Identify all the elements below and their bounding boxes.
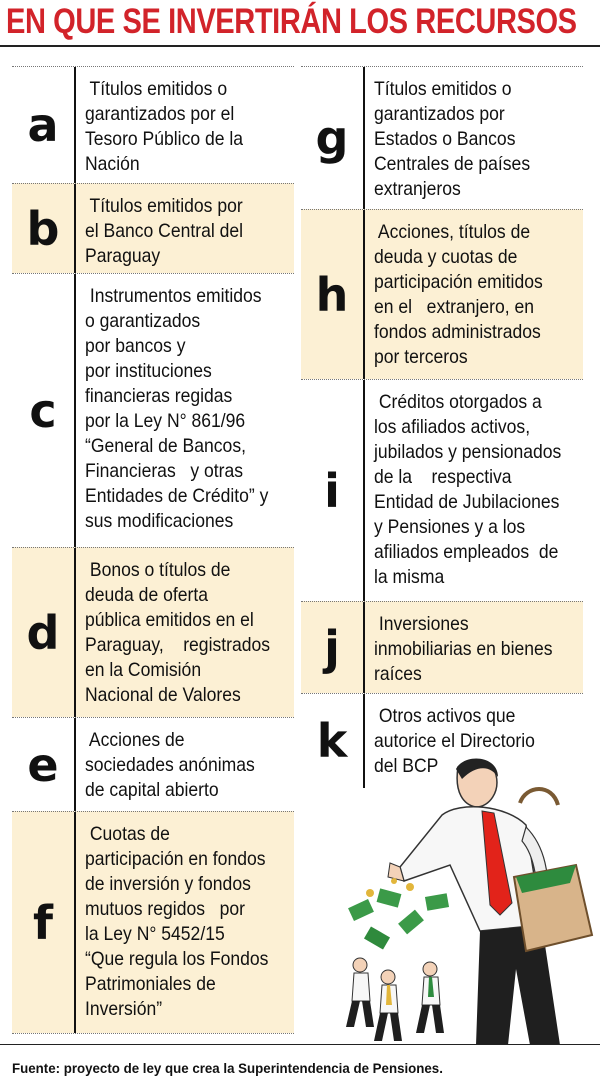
column-end-rule [12, 1033, 294, 1034]
item-text: Inversiones inmobiliarias en bienes raíces [374, 613, 553, 685]
item-divider [74, 184, 76, 273]
item-letter: d [26, 605, 60, 660]
item-divider [363, 380, 365, 601]
item-divider [74, 812, 76, 1033]
title-bar [0, 0, 600, 44]
item-divider [74, 274, 76, 547]
item-divider [363, 210, 365, 379]
item-divider [363, 602, 365, 693]
item-letter: b [26, 201, 60, 256]
list-item-g [301, 66, 583, 209]
item-text: Otros activos que autorice el Directorio del BCP [374, 705, 535, 777]
source-note: Fuente: proyecto de ley que crea la Superintendencia de Pensiones. [12, 1060, 443, 1076]
list-item-f [12, 811, 294, 1033]
item-divider [363, 67, 365, 209]
item-text: Títulos emitidos o garantizados por el Tesoro Público de la Nación [85, 78, 244, 175]
item-text: Bonos o títulos de deuda de oferta pública emitidos en el Paraguay, registrados en la Comisión Nacional de Valores [85, 559, 271, 706]
item-letter: e [27, 737, 59, 792]
item-letter: a [27, 98, 59, 152]
money-bills-icon [348, 878, 449, 950]
list-item-a [12, 66, 294, 183]
small-people-figures [346, 958, 444, 1041]
item-text: Créditos otorgados a los afiliados activos, jubilados y pensionados de la respectiva Entidad de Jubilaciones y Pensiones y a los afiliados empleados de la misma [374, 391, 562, 588]
source-divider [0, 1044, 600, 1045]
item-text: Títulos emitidos por el Banco Central del Paraguay [85, 195, 244, 267]
list-item-j [301, 601, 583, 693]
list-item-e [12, 717, 294, 811]
item-divider [74, 548, 76, 717]
businessman-illustration [330, 755, 600, 1045]
item-text: Acciones, títulos de deuda y cuotas de participación emitidos en el extranjero, en fondos administrados por terceros [374, 221, 543, 368]
list-item-h [301, 209, 583, 379]
right-column [301, 66, 583, 788]
left-column [12, 66, 294, 1034]
page-title: EN QUE SE INVERTIRÁN LOS RECURSOS [6, 2, 577, 41]
item-text: Instrumentos emitidos o garantizados por bancos y por instituciones financieras regidas por la Ley N° 861/96 “General de Bancos, Financieras y otras Entidades de Crédito” y sus modificaciones [85, 285, 269, 532]
item-letter: h [315, 267, 349, 322]
item-text: Acciones de sociedades anónimas de capital abierto [85, 729, 255, 801]
item-divider [74, 67, 76, 183]
item-letter: g [315, 111, 349, 165]
list-item-d [12, 547, 294, 717]
item-text: Cuotas de participación en fondos de inversión y fondos mutuos regidos por la Ley N° 5452/15 “Que regula los Fondos Patrimoniales de Inversión” [85, 823, 269, 1020]
item-text: Títulos emitidos o garantizados por Estados o Bancos Centrales de países extranjeros [374, 78, 531, 200]
item-letter: i [324, 463, 340, 518]
item-divider [74, 718, 76, 811]
list-item-i [301, 379, 583, 601]
item-letter: k [316, 714, 348, 768]
list-item-b [12, 183, 294, 273]
list-item-c [12, 273, 294, 547]
title-divider [0, 45, 600, 47]
item-letter: c [29, 383, 57, 438]
item-letter: f [32, 895, 53, 950]
item-letter: j [324, 620, 340, 675]
